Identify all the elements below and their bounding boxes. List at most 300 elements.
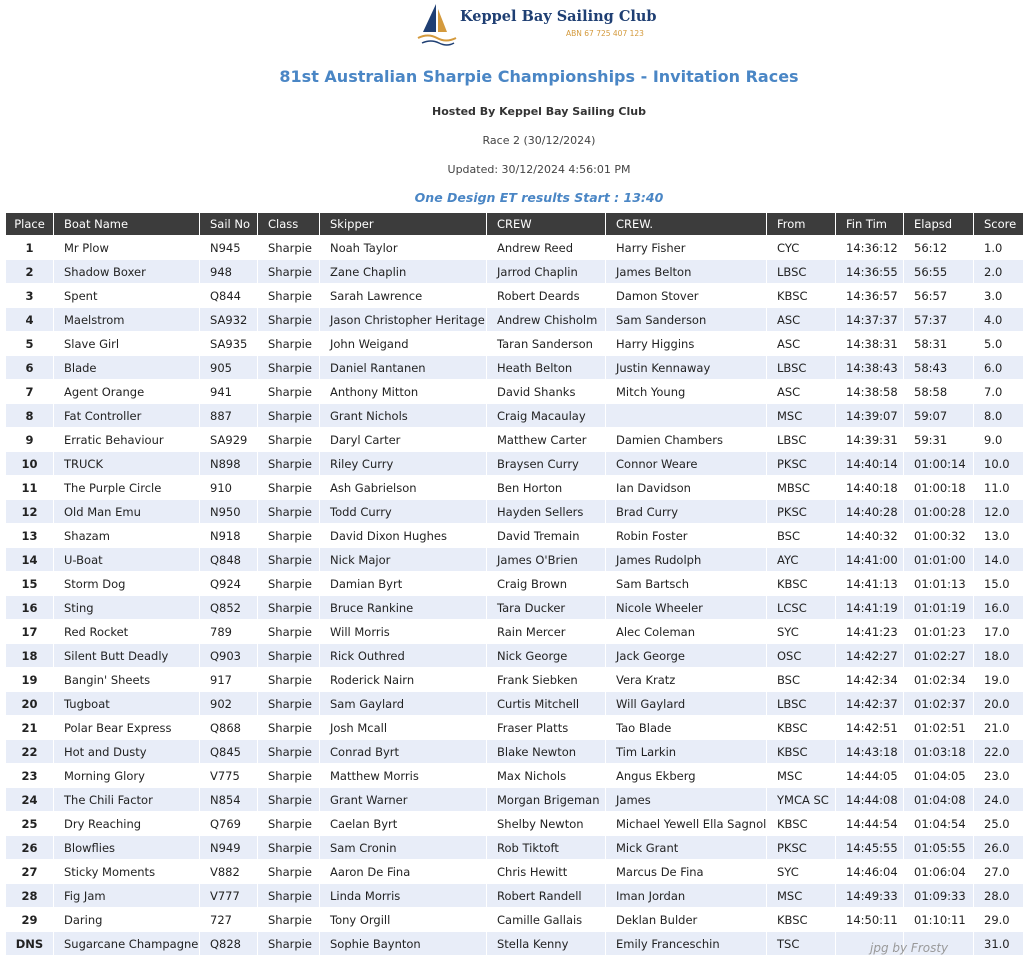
cell-skipper: Josh Mcall [320, 715, 487, 739]
cell-place: 6 [6, 355, 54, 379]
cell-crew: Curtis Mitchell [487, 691, 606, 715]
cell-boat-name: Tugboat [54, 691, 200, 715]
cell-sail-no: SA929 [200, 427, 258, 451]
cell-skipper: Ash Gabrielson [320, 475, 487, 499]
cell-crew-2: Sam Sanderson [606, 307, 767, 331]
table-row [6, 307, 1024, 331]
cell-fin-tim: 14:44:54 [836, 811, 904, 835]
cell-skipper: Sam Cronin [320, 835, 487, 859]
cell-skipper: Aaron De Fina [320, 859, 487, 883]
cell-place: 11 [6, 475, 54, 499]
cell-elapsd: 58:43 [904, 355, 974, 379]
cell-from: YMCA SC [767, 787, 836, 811]
cell-elapsd: 57:37 [904, 307, 974, 331]
cell-crew: Ben Horton [487, 475, 606, 499]
table-row [6, 475, 1024, 499]
cell-elapsd: 01:00:18 [904, 475, 974, 499]
cell-crew-2 [606, 403, 767, 427]
cell-from: LBSC [767, 427, 836, 451]
cell-skipper: Todd Curry [320, 499, 487, 523]
cell-sail-no: N898 [200, 451, 258, 475]
cell-boat-name: Fig Jam [54, 883, 200, 907]
cell-class: Sharpie [258, 619, 320, 643]
cell-class: Sharpie [258, 835, 320, 859]
cell-crew: Fraser Platts [487, 715, 606, 739]
table-row [6, 859, 1024, 883]
cell-boat-name: TRUCK [54, 451, 200, 475]
cell-sail-no: 948 [200, 259, 258, 283]
cell-elapsd: 01:04:05 [904, 763, 974, 787]
cell-crew-2: Marcus De Fina [606, 859, 767, 883]
table-row [6, 403, 1024, 427]
cell-score: 16.0 [974, 595, 1024, 619]
cell-crew-2: Mitch Young [606, 379, 767, 403]
cell-class: Sharpie [258, 859, 320, 883]
cell-boat-name: Mr Plow [54, 235, 200, 259]
cell-skipper: Nick Major [320, 547, 487, 571]
cell-crew: Chris Hewitt [487, 859, 606, 883]
cell-fin-tim: 14:40:32 [836, 523, 904, 547]
cell-score: 20.0 [974, 691, 1024, 715]
cell-crew: Frank Siebken [487, 667, 606, 691]
table-row [6, 547, 1024, 571]
table-row [6, 379, 1024, 403]
cell-fin-tim: 14:40:14 [836, 451, 904, 475]
cell-from: KBSC [767, 283, 836, 307]
cell-sail-no: Q828 [200, 931, 258, 955]
cell-score: 13.0 [974, 523, 1024, 547]
cell-crew-2: Will Gaylard [606, 691, 767, 715]
cell-elapsd: 59:07 [904, 403, 974, 427]
cell-elapsd: 01:02:27 [904, 643, 974, 667]
cell-sail-no: SA935 [200, 331, 258, 355]
cell-elapsd: 58:31 [904, 331, 974, 355]
cell-from: ASC [767, 307, 836, 331]
results-table [6, 213, 1024, 955]
cell-class: Sharpie [258, 883, 320, 907]
cell-elapsd: 01:02:51 [904, 715, 974, 739]
cell-elapsd: 01:05:55 [904, 835, 974, 859]
table-row [6, 643, 1024, 667]
cell-fin-tim: 14:39:07 [836, 403, 904, 427]
cell-sail-no: 902 [200, 691, 258, 715]
race-info: Race 2 (30/12/2024) [482, 134, 596, 147]
cell-fin-tim: 14:38:43 [836, 355, 904, 379]
cell-sail-no: N945 [200, 235, 258, 259]
cell-score: 14.0 [974, 547, 1024, 571]
cell-from: PKSC [767, 835, 836, 859]
cell-class: Sharpie [258, 715, 320, 739]
cell-crew-2: Iman Jordan [606, 883, 767, 907]
cell-crew: Heath Belton [487, 355, 606, 379]
cell-place: 13 [6, 523, 54, 547]
cell-crew-2: Mick Grant [606, 835, 767, 859]
cell-score: 26.0 [974, 835, 1024, 859]
cell-elapsd: 01:00:14 [904, 451, 974, 475]
cell-boat-name: Agent Orange [54, 379, 200, 403]
cell-sail-no: Q924 [200, 571, 258, 595]
cell-score: 9.0 [974, 427, 1024, 451]
cell-boat-name: Bangin' Sheets [54, 667, 200, 691]
cell-from: ASC [767, 331, 836, 355]
table-row [6, 619, 1024, 643]
cell-crew-2: Harry Fisher [606, 235, 767, 259]
cell-place: 14 [6, 547, 54, 571]
cell-place: 27 [6, 859, 54, 883]
cell-skipper: Grant Warner [320, 787, 487, 811]
cell-from: LBSC [767, 355, 836, 379]
cell-boat-name: Erratic Behaviour [54, 427, 200, 451]
cell-place: 5 [6, 331, 54, 355]
cell-boat-name: Spent [54, 283, 200, 307]
cell-score: 22.0 [974, 739, 1024, 763]
col-header-class: Class [258, 213, 320, 235]
cell-boat-name: Blowflies [54, 835, 200, 859]
cell-fin-tim: 14:36:55 [836, 259, 904, 283]
cell-sail-no: 727 [200, 907, 258, 931]
cell-crew: Jarrod Chaplin [487, 259, 606, 283]
cell-skipper: Matthew Morris [320, 763, 487, 787]
cell-class: Sharpie [258, 379, 320, 403]
cell-class: Sharpie [258, 667, 320, 691]
cell-elapsd: 56:12 [904, 235, 974, 259]
cell-sail-no: 905 [200, 355, 258, 379]
cell-score: 23.0 [974, 763, 1024, 787]
col-header-elapsd: Elapsd [904, 213, 974, 235]
cell-skipper: Conrad Byrt [320, 739, 487, 763]
col-header-fin-tim: Fin Tim [836, 213, 904, 235]
cell-skipper: Jason Christopher Heritage [320, 307, 487, 331]
cell-crew-2: Nicole Wheeler [606, 595, 767, 619]
cell-crew-2: Emily Franceschin [606, 931, 767, 955]
cell-crew-2: James Rudolph [606, 547, 767, 571]
cell-fin-tim: 14:36:57 [836, 283, 904, 307]
cell-from: KBSC [767, 571, 836, 595]
table-row [6, 907, 1024, 931]
cell-fin-tim: 14:42:34 [836, 667, 904, 691]
cell-from: MBSC [767, 475, 836, 499]
cell-from: LBSC [767, 259, 836, 283]
cell-fin-tim: 14:46:04 [836, 859, 904, 883]
cell-score: 21.0 [974, 715, 1024, 739]
col-header-from: From [767, 213, 836, 235]
cell-crew-2: James Belton [606, 259, 767, 283]
cell-from: BSC [767, 667, 836, 691]
cell-boat-name: Storm Dog [54, 571, 200, 595]
results-body [6, 235, 1024, 955]
cell-from: KBSC [767, 907, 836, 931]
cell-crew: Taran Sanderson [487, 331, 606, 355]
cell-from: BSC [767, 523, 836, 547]
cell-score: 4.0 [974, 307, 1024, 331]
cell-from: ASC [767, 379, 836, 403]
cell-skipper: Will Morris [320, 619, 487, 643]
cell-elapsd: 01:00:32 [904, 523, 974, 547]
cell-crew-2: Sam Bartsch [606, 571, 767, 595]
cell-boat-name: The Chili Factor [54, 787, 200, 811]
cell-crew-2: Tao Blade [606, 715, 767, 739]
cell-crew: Andrew Reed [487, 235, 606, 259]
cell-class: Sharpie [258, 787, 320, 811]
cell-boat-name: Dry Reaching [54, 811, 200, 835]
cell-place: 22 [6, 739, 54, 763]
table-row [6, 691, 1024, 715]
cell-crew-2: Damon Stover [606, 283, 767, 307]
cell-elapsd: 01:10:11 [904, 907, 974, 931]
cell-crew: Robert Randell [487, 883, 606, 907]
cell-class: Sharpie [258, 259, 320, 283]
cell-sail-no: N854 [200, 787, 258, 811]
cell-from: PKSC [767, 499, 836, 523]
cell-fin-tim: 14:37:37 [836, 307, 904, 331]
cell-elapsd: 01:02:34 [904, 667, 974, 691]
cell-crew: Andrew Chisholm [487, 307, 606, 331]
cell-elapsd: 01:06:04 [904, 859, 974, 883]
cell-skipper: Daryl Carter [320, 427, 487, 451]
cell-place: 17 [6, 619, 54, 643]
col-header-place: Place [6, 213, 54, 235]
cell-class: Sharpie [258, 475, 320, 499]
cell-score: 7.0 [974, 379, 1024, 403]
cell-score: 6.0 [974, 355, 1024, 379]
cell-boat-name: Sugarcane Champagne [54, 931, 200, 955]
cell-boat-name: Old Man Emu [54, 499, 200, 523]
cell-fin-tim: 14:44:05 [836, 763, 904, 787]
cell-crew-2: Brad Curry [606, 499, 767, 523]
cell-fin-tim: 14:43:18 [836, 739, 904, 763]
cell-from: OSC [767, 643, 836, 667]
cell-elapsd: 01:04:08 [904, 787, 974, 811]
cell-fin-tim: 14:38:31 [836, 331, 904, 355]
cell-sail-no: 887 [200, 403, 258, 427]
cell-class: Sharpie [258, 595, 320, 619]
cell-place: 3 [6, 283, 54, 307]
cell-place: 4 [6, 307, 54, 331]
cell-from: AYC [767, 547, 836, 571]
cell-crew-2: Alec Coleman [606, 619, 767, 643]
cell-crew-2: Harry Higgins [606, 331, 767, 355]
cell-score: 5.0 [974, 331, 1024, 355]
cell-place: 18 [6, 643, 54, 667]
cell-crew-2: Connor Weare [606, 451, 767, 475]
cell-crew: Craig Macaulay [487, 403, 606, 427]
cell-fin-tim: 14:38:58 [836, 379, 904, 403]
table-row [6, 739, 1024, 763]
cell-elapsd: 01:01:00 [904, 547, 974, 571]
cell-place: 20 [6, 691, 54, 715]
cell-class: Sharpie [258, 547, 320, 571]
cell-sail-no: N949 [200, 835, 258, 859]
cell-crew: James O'Brien [487, 547, 606, 571]
cell-sail-no: 941 [200, 379, 258, 403]
cell-boat-name: Daring [54, 907, 200, 931]
cell-from: CYC [767, 235, 836, 259]
table-row [6, 427, 1024, 451]
cell-elapsd: 01:04:54 [904, 811, 974, 835]
cell-skipper: Sophie Baynton [320, 931, 487, 955]
cell-place: 10 [6, 451, 54, 475]
cell-score: 1.0 [974, 235, 1024, 259]
table-row [6, 595, 1024, 619]
cell-crew: Max Nichols [487, 763, 606, 787]
cell-boat-name: Silent Butt Deadly [54, 643, 200, 667]
cell-sail-no: Q769 [200, 811, 258, 835]
cell-class: Sharpie [258, 931, 320, 955]
col-header-boat-name: Boat Name [54, 213, 200, 235]
cell-from: MSC [767, 883, 836, 907]
cell-elapsd: 01:00:28 [904, 499, 974, 523]
cell-crew-2: Damien Chambers [606, 427, 767, 451]
sailboat-logo-icon [414, 0, 460, 46]
cell-crew-2: Angus Ekberg [606, 763, 767, 787]
cell-class: Sharpie [258, 499, 320, 523]
table-row [6, 331, 1024, 355]
cell-sail-no: 910 [200, 475, 258, 499]
cell-elapsd: 01:03:18 [904, 739, 974, 763]
club-logo [414, 0, 657, 48]
cell-score: 3.0 [974, 283, 1024, 307]
cell-elapsd: 56:57 [904, 283, 974, 307]
cell-boat-name: Red Rocket [54, 619, 200, 643]
cell-boat-name: Shazam [54, 523, 200, 547]
cell-elapsd: 56:55 [904, 259, 974, 283]
cell-from: LBSC [767, 691, 836, 715]
cell-sail-no: Q845 [200, 739, 258, 763]
col-header-skipper: Skipper [320, 213, 487, 235]
cell-class: Sharpie [258, 355, 320, 379]
cell-sail-no: Q903 [200, 643, 258, 667]
cell-crew-2: Vera Kratz [606, 667, 767, 691]
cell-crew-2: Robin Foster [606, 523, 767, 547]
cell-sail-no: V882 [200, 859, 258, 883]
cell-place: DNS [6, 931, 54, 955]
cell-score: 17.0 [974, 619, 1024, 643]
cell-place: 23 [6, 763, 54, 787]
cell-skipper: Sarah Lawrence [320, 283, 487, 307]
cell-fin-tim: 14:50:11 [836, 907, 904, 931]
cell-class: Sharpie [258, 451, 320, 475]
cell-fin-tim: 14:40:18 [836, 475, 904, 499]
cell-elapsd: 01:02:37 [904, 691, 974, 715]
cell-boat-name: Fat Controller [54, 403, 200, 427]
cell-elapsd: 01:01:23 [904, 619, 974, 643]
cell-skipper: Rick Outhred [320, 643, 487, 667]
cell-boat-name: Shadow Boxer [54, 259, 200, 283]
cell-score: 27.0 [974, 859, 1024, 883]
cell-place: 21 [6, 715, 54, 739]
cell-boat-name: The Purple Circle [54, 475, 200, 499]
cell-from: LCSC [767, 595, 836, 619]
cell-boat-name: Sting [54, 595, 200, 619]
cell-fin-tim: 14:44:08 [836, 787, 904, 811]
cell-from: PKSC [767, 451, 836, 475]
cell-boat-name: Blade [54, 355, 200, 379]
cell-crew: David Tremain [487, 523, 606, 547]
cell-boat-name: Sticky Moments [54, 859, 200, 883]
cell-from: SYC [767, 859, 836, 883]
cell-crew-2: Justin Kennaway [606, 355, 767, 379]
logo-text: Keppel Bay Sailing Club [460, 8, 657, 25]
cell-crew-2: Deklan Bulder [606, 907, 767, 931]
cell-place: 7 [6, 379, 54, 403]
cell-class: Sharpie [258, 283, 320, 307]
cell-score: 2.0 [974, 259, 1024, 283]
cell-from: KBSC [767, 739, 836, 763]
table-row [6, 883, 1024, 907]
cell-sail-no: N950 [200, 499, 258, 523]
watermark: jpg by Frosty [870, 941, 949, 955]
col-header-score: Score [974, 213, 1024, 235]
cell-boat-name: Morning Glory [54, 763, 200, 787]
table-row [6, 451, 1024, 475]
hosted-by: Hosted By Keppel Bay Sailing Club [432, 105, 646, 118]
cell-place: 28 [6, 883, 54, 907]
cell-crew: Rain Mercer [487, 619, 606, 643]
page-title: 81st Australian Sharpie Championships - Invitation Races [279, 67, 799, 86]
cell-from: KBSC [767, 715, 836, 739]
cell-fin-tim: 14:40:28 [836, 499, 904, 523]
cell-score: 28.0 [974, 883, 1024, 907]
table-row [6, 235, 1024, 259]
cell-crew: Blake Newton [487, 739, 606, 763]
cell-fin-tim: 14:42:51 [836, 715, 904, 739]
cell-score: 10.0 [974, 451, 1024, 475]
cell-fin-tim: 14:41:19 [836, 595, 904, 619]
cell-score: 19.0 [974, 667, 1024, 691]
cell-fin-tim: 14:41:00 [836, 547, 904, 571]
cell-elapsd: 01:01:13 [904, 571, 974, 595]
cell-score: 31.0 [974, 931, 1024, 955]
cell-fin-tim: 14:41:23 [836, 619, 904, 643]
cell-place: 12 [6, 499, 54, 523]
cell-from: MSC [767, 763, 836, 787]
table-row [6, 571, 1024, 595]
cell-sail-no: V775 [200, 763, 258, 787]
cell-score: 11.0 [974, 475, 1024, 499]
cell-skipper: David Dixon Hughes [320, 523, 487, 547]
cell-fin-tim: 14:42:37 [836, 691, 904, 715]
cell-skipper: Damian Byrt [320, 571, 487, 595]
table-row [6, 523, 1024, 547]
cell-from: MSC [767, 403, 836, 427]
cell-skipper: Sam Gaylard [320, 691, 487, 715]
table-header-row [6, 213, 1024, 235]
table-row [6, 835, 1024, 859]
cell-crew: David Shanks [487, 379, 606, 403]
cell-score: 25.0 [974, 811, 1024, 835]
cell-elapsd: 58:58 [904, 379, 974, 403]
cell-elapsd: 01:01:19 [904, 595, 974, 619]
cell-place: 24 [6, 787, 54, 811]
cell-crew: Tara Ducker [487, 595, 606, 619]
logo-abn: ABN 67 725 407 123 [566, 29, 644, 38]
cell-skipper: Grant Nichols [320, 403, 487, 427]
cell-score: 12.0 [974, 499, 1024, 523]
cell-sail-no: Q852 [200, 595, 258, 619]
table-row [6, 763, 1024, 787]
cell-fin-tim: 14:36:12 [836, 235, 904, 259]
cell-boat-name: U-Boat [54, 547, 200, 571]
cell-class: Sharpie [258, 739, 320, 763]
cell-class: Sharpie [258, 907, 320, 931]
cell-class: Sharpie [258, 307, 320, 331]
table-row [6, 787, 1024, 811]
cell-score: 24.0 [974, 787, 1024, 811]
cell-score: 8.0 [974, 403, 1024, 427]
table-row [6, 667, 1024, 691]
cell-skipper: Linda Morris [320, 883, 487, 907]
cell-skipper: Roderick Nairn [320, 667, 487, 691]
